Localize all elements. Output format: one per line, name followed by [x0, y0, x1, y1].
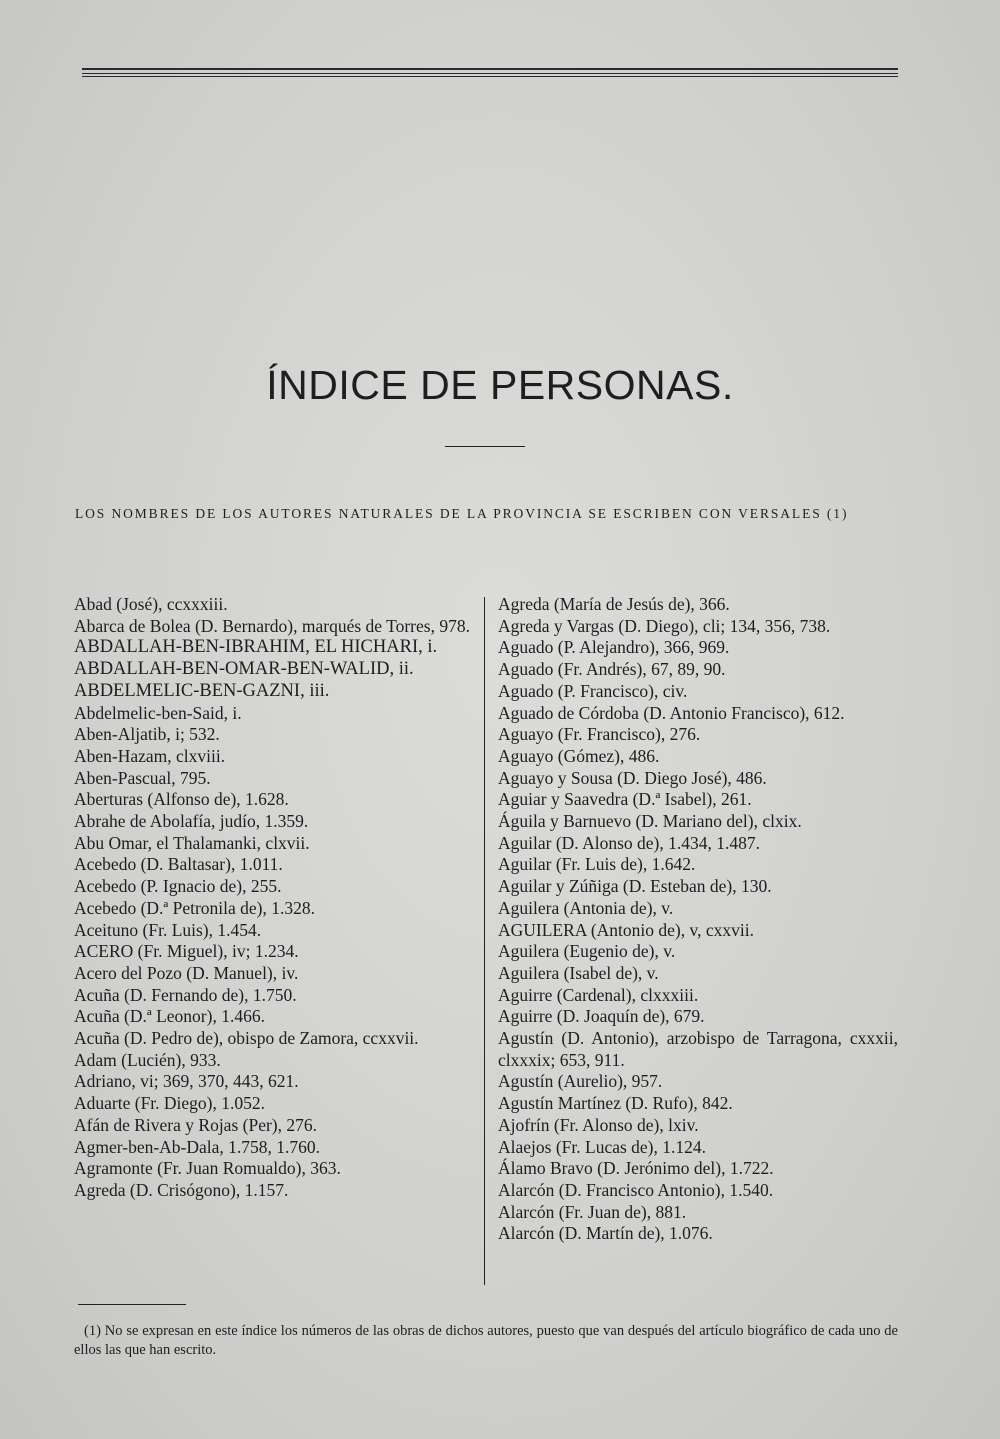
index-entry: Aguilera (Eugenio de), v.: [498, 941, 676, 962]
index-entry: Alarcón (D. Martín de), 1.076.: [498, 1223, 713, 1244]
index-entry: Aben-Aljatib, i; 532.: [74, 724, 220, 745]
index-entry: ABDALLAH-BEN-IBRAHIM, EL HICHARI, i.: [74, 637, 438, 658]
index-entry: Agustín Martínez (D. Rufo), 842.: [498, 1093, 733, 1114]
index-entry: Agreda (María de Jesús de), 366.: [498, 594, 730, 614]
index-entry: Aguayo (Gómez), 486.: [498, 745, 660, 766]
index-entry: Acuña (D. Fernando de), 1.750.: [74, 984, 297, 1005]
index-entry: Agmer-ben-Ab-Dala, 1.758, 1.760.: [74, 1136, 321, 1157]
index-column-right: [498, 594, 898, 1245]
footnote: (1) No se expresan en este índice los números de las obras de dichos autores, puesto que van después del artículo biográfico de cada uno de ellos las que han escrito.: [74, 1323, 898, 1358]
index-entry: AGUILERA (Antonio de), v, cxxvii.: [498, 919, 754, 940]
index-entry: Adriano, vi; 369, 370, 443, 621.: [74, 1071, 299, 1092]
index-entry: Aguado (P. Francisco), civ.: [498, 680, 688, 701]
index-entry: ACERO (Fr. Miguel), iv; 1.234.: [74, 941, 299, 962]
index-entry: Aguirre (Cardenal), clxxxiii.: [498, 984, 699, 1005]
index-entry: Acero del Pozo (D. Manuel), iv.: [74, 962, 299, 983]
index-entry: Agreda y Vargas (D. Diego), cli; 134, 356, 738.: [498, 615, 831, 636]
header-rule: [82, 68, 898, 77]
title-underline: [445, 446, 525, 447]
index-entry: Aguado (Fr. Andrés), 67, 89, 90.: [498, 659, 726, 680]
index-entry: Aguilar (D. Alonso de), 1.434, 1.487.: [498, 832, 760, 853]
index-entry: Acuña (D.ª Leonor), 1.466.: [74, 1006, 265, 1027]
index-entry: Aben-Pascual, 795.: [74, 767, 211, 788]
index-entry: Aguilar (Fr. Luis de), 1.642.: [498, 854, 696, 875]
index-entry: Afán de Rivera y Rojas (Per), 276.: [74, 1114, 317, 1135]
index-entry: Agustín (D. Antonio), arzobispo de Tarragona, cxxxii, clxxxix; 653, 911.: [498, 1028, 898, 1070]
index-entry: Acebedo (D. Baltasar), 1.011.: [74, 854, 283, 875]
index-entry: Aguayo (Fr. Francisco), 276.: [498, 724, 701, 745]
index-entry: Aguilar y Zúñiga (D. Esteban de), 130.: [498, 876, 772, 897]
page-title: ÍNDICE DE PERSONAS.: [266, 362, 734, 408]
index-entry: Alaejos (Fr. Lucas de), 1.124.: [498, 1136, 707, 1157]
footnote-rule: [78, 1304, 186, 1305]
index-entry: Abarca de Bolea (D. Bernardo), marqués de Torres, 978.: [74, 615, 470, 636]
index-entry: Aberturas (Alfonso de), 1.628.: [74, 789, 289, 810]
index-entry: Aduarte (Fr. Diego), 1.052.: [74, 1093, 266, 1114]
index-entry: Ajofrín (Fr. Alonso de), lxiv.: [498, 1114, 699, 1135]
index-entry: Alarcón (Fr. Juan de), 881.: [498, 1201, 687, 1222]
index-entry: Aguilera (Antonia de), v.: [498, 897, 674, 918]
column-divider: [484, 597, 485, 1285]
index-entry: Abrahe de Abolafía, judío, 1.359.: [74, 811, 309, 832]
index-entry: Aguirre (D. Joaquín de), 679.: [498, 1006, 705, 1027]
index-entry: Acuña (D. Pedro de), obispo de Zamora, ccxxvii.: [74, 1028, 419, 1049]
index-entry: Aben-Hazam, clxviii.: [74, 745, 226, 766]
index-entry: Aguilera (Isabel de), v.: [498, 962, 659, 983]
index-entry: Abdelmelic-ben-Said, i.: [74, 702, 242, 723]
index-entry: Agramonte (Fr. Juan Romualdo), 363.: [74, 1158, 341, 1179]
index-entry: Aguayo y Sousa (D. Diego José), 486.: [498, 767, 767, 788]
index-entry: Abad (José), ccxxxiii.: [74, 594, 228, 614]
index-entry: Aceituno (Fr. Luis), 1.454.: [74, 919, 262, 940]
index-entry: Aguado (P. Alejandro), 366, 969.: [498, 637, 730, 658]
index-entry: Águila y Barnuevo (D. Mariano del), clxix.: [498, 811, 802, 832]
index-entry: Alarcón (D. Francisco Antonio), 1.540.: [498, 1179, 774, 1200]
index-entry: Álamo Bravo (D. Jerónimo del), 1.722.: [498, 1158, 774, 1179]
index-entry: Acebedo (P. Ignacio de), 255.: [74, 876, 282, 897]
index-entry: Agreda (D. Crisógono), 1.157.: [74, 1179, 289, 1200]
index-entry: Abu Omar, el Thalamanki, clxvii.: [74, 832, 310, 853]
index-entry: Aguiar y Saavedra (D.ª Isabel), 261.: [498, 789, 752, 810]
index-entry: ABDALLAH-BEN-OMAR-BEN-WALID, ii.: [74, 659, 414, 680]
index-entry: ABDELMELIC-BEN-GAZNI, iii.: [74, 680, 330, 701]
index-entry: Aguado de Córdoba (D. Antonio Francisco), 612.: [498, 702, 845, 723]
index-entry: Agustín (Aurelio), 957.: [498, 1071, 663, 1092]
index-entry: Acebedo (D.ª Petronila de), 1.328.: [74, 897, 316, 918]
index-entry: Adam (Lucién), 933.: [74, 1049, 221, 1070]
page-subtitle: LOS NOMBRES DE LOS AUTORES NATURALES DE LA PROVINCIA SE ESCRIBEN CON VERSALES (1): [75, 506, 849, 521]
index-column-left: [74, 594, 470, 1202]
